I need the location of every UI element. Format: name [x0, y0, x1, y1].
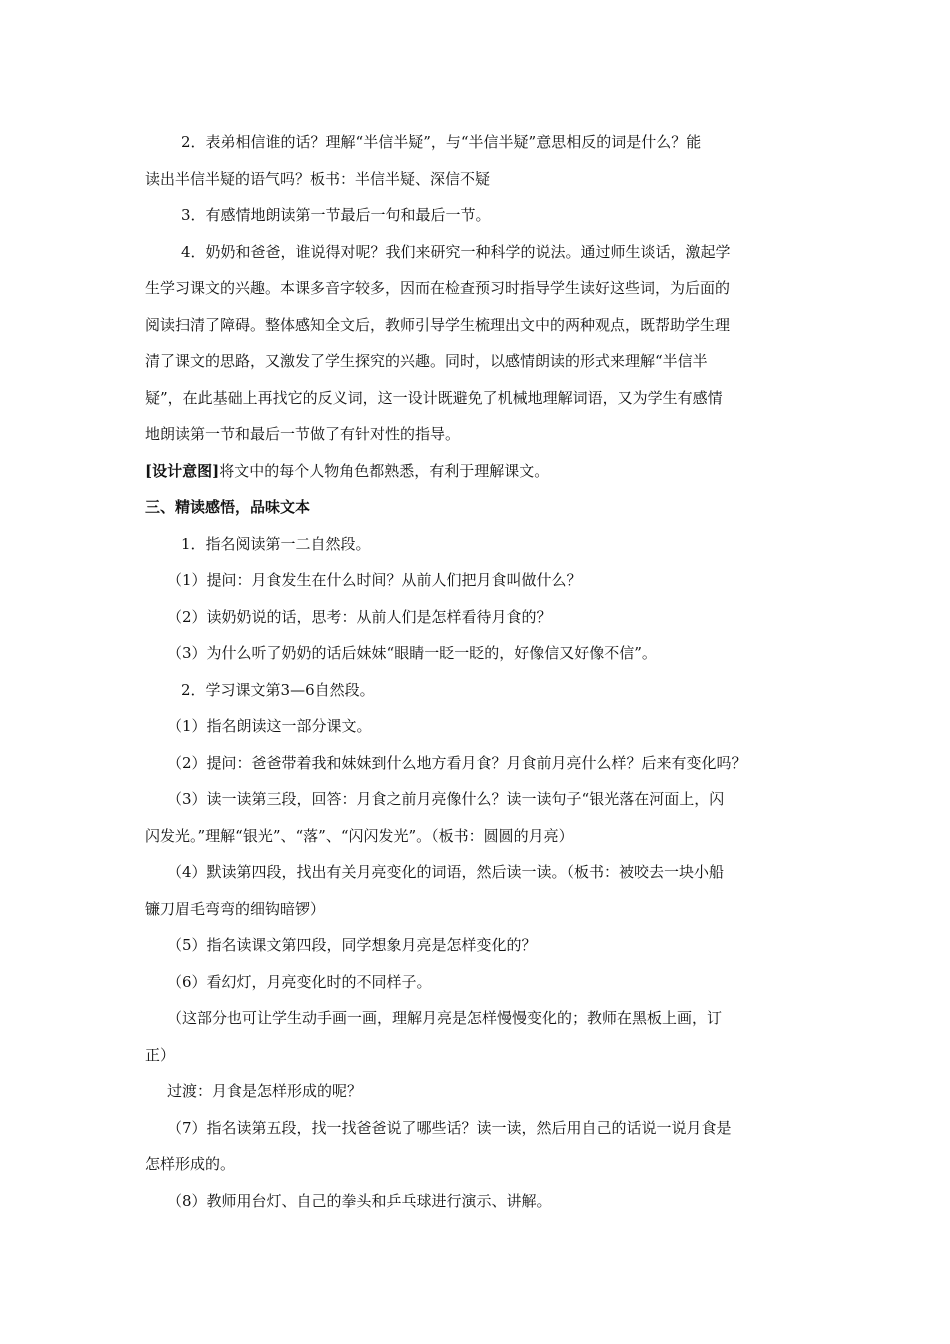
paragraph-line: 地朗读第一节和最后一节做了有针对性的指导。 — [145, 425, 461, 443]
paragraph-line: （2）提问：爸爸带着我和妹妹到什么地方看月食？月食前月亮什么样？后来有变化吗？ — [167, 753, 747, 772]
design-intent-text: 将文中的每个人物角色都熟悉，有利于理解课文。 — [219, 461, 550, 480]
paragraph-line: （7）指名读第五段，找一找爸爸说了哪些话？读一读，然后用自己的话说一说月食是 — [167, 1118, 732, 1137]
design-intent-label: [设计意图] — [145, 461, 220, 480]
paragraph-line: （8）教师用台灯、自己的拳头和乒乓球进行演示、讲解。 — [167, 1191, 552, 1210]
design-intent-line — [145, 453, 810, 490]
paragraph-line: 读出半信半疑的语气吗？板书：半信半疑、深信不疑 — [145, 169, 491, 188]
document-body — [145, 124, 810, 1219]
paragraph-line: 4．奶奶和爸爸，谁说得对呢？我们来研究一种科学的说法。通过师生谈话，激起学 — [181, 242, 731, 261]
paragraph-line: 镰刀眉毛弯弯的细钩暗锣） — [145, 899, 326, 918]
paragraph-line: （2）读奶奶说的话，思考：从前人们是怎样看待月食的？ — [167, 607, 552, 626]
paragraph-line: （这部分也可让学生动手画一画，理解月亮是怎样慢慢变化的；教师在黑板上画，订 — [167, 1009, 723, 1027]
paragraph-line: 过渡：月食是怎样形成的呢？ — [167, 1082, 363, 1100]
paragraph-line: （1）指名朗读这一部分课文。 — [167, 717, 372, 735]
paragraph-line: （5）指名读课文第四段，同学想象月亮是怎样变化的？ — [167, 936, 537, 954]
paragraph-line: 疑”，在此基础上再找它的反义词，这一设计既避免了机械地理解词语，又为学生有感情 — [145, 388, 723, 407]
paragraph-line: （3）为什么听了奶奶的话后妹妹“眼睛一眨一眨的，好像信又好像不信”。 — [167, 644, 657, 662]
paragraph-line: 2．表弟相信谁的话？理解“半信半疑”，与“半信半疑”意思相反的词是什么？能 — [181, 133, 702, 151]
paragraph-line: 清了课文的思路，又激发了学生探究的兴趣。同时，以感情朗读的形式来理解“半信半 — [145, 352, 708, 370]
section-heading: 三、精读感悟，品味文本 — [145, 498, 311, 516]
paragraph-line: 怎样形成的。 — [145, 1155, 236, 1173]
paragraph-line: 阅读扫清了障碍。整体感知全文后，教师引导学生梳理出文中的两种观点，既帮助学生理 — [145, 315, 731, 334]
paragraph-line: 正） — [145, 1045, 176, 1064]
paragraph-line: （6）看幻灯，月亮变化时的不同样子。 — [167, 972, 432, 991]
paragraph-line: 2．学习课文第3—6自然段。 — [181, 680, 375, 699]
paragraph-line: （4）默读第四段，找出有关月亮变化的词语，然后读一读。（板书：被咬去一块小船 — [167, 863, 725, 881]
paragraph-line: （1）提问：月食发生在什么时间？从前人们把月食叫做什么？ — [167, 571, 582, 589]
paragraph-line: 闪发光。”理解“银光”、“落”、“闪闪发光”。（板书：圆圆的月亮） — [145, 826, 574, 845]
paragraph-line: 3．有感情地朗读第一节最后一句和最后一节。 — [181, 206, 491, 224]
paragraph-line: 生学习课文的兴趣。本课多音字较多，因而在检查预习时指导学生读好这些词，为后面的 — [145, 279, 731, 297]
paragraph-line: （3）读一读第三段，回答：月食之前月亮像什么？读一读句子“银光落在河面上，闪 — [167, 790, 725, 808]
paragraph-line: 1．指名阅读第一二自然段。 — [181, 534, 371, 553]
